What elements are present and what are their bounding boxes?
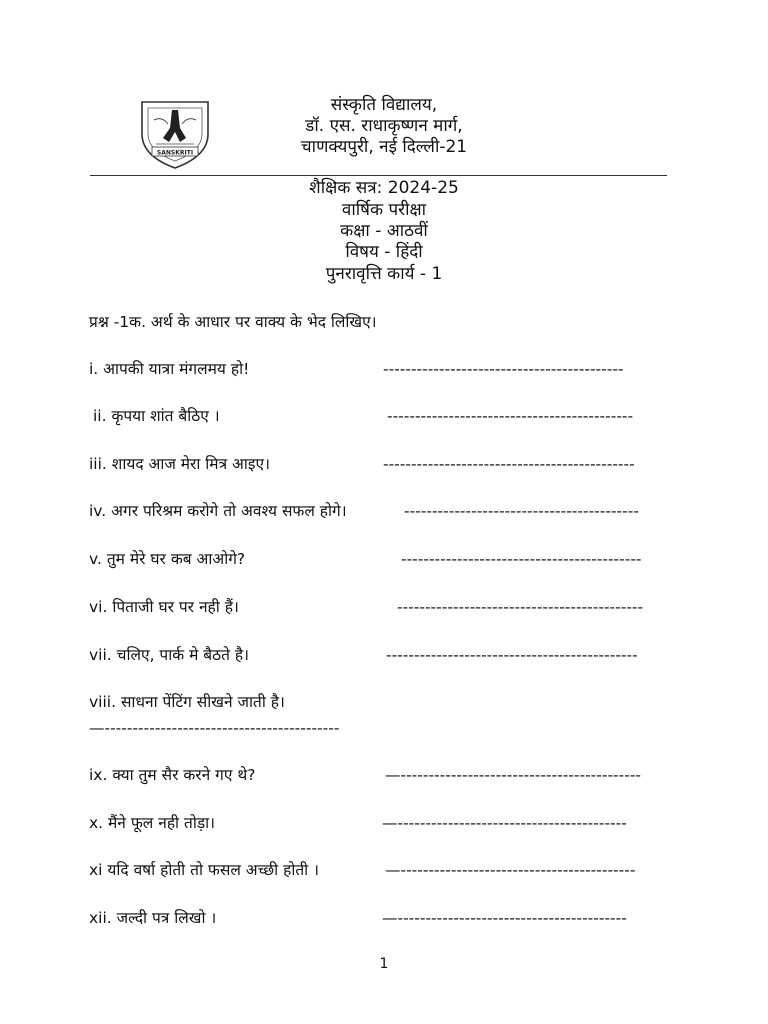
question-item-1: i. आपकी यात्रा मंगलमय हो! [89,360,250,378]
question-item-4: iv. अगर परिश्रम करोगे तो अवश्य सफल होगे। [89,502,347,520]
question-item-9: ix. क्या तुम सैर करने गए थे? [89,766,256,784]
question-item-11: xi यदि वर्षा होती तो फसल अच्छी होती । [89,861,319,879]
answer-blank-12: —----------------------------------------- [382,909,627,927]
class-label: कक्षा - आठवीं [340,221,428,241]
answer-blank-5: ------------------------------------------- [401,550,642,568]
answer-blank-3: --------------------------------------------- [383,455,635,473]
answer-blank-4: ------------------------------------------ [404,502,639,520]
school-address-line1: डॉ. एस. राधाकृष्णन मार्ग, [305,116,463,136]
answer-blank-9: —------------------------------------------- [385,766,641,784]
header-divider [90,175,667,176]
logo-wordmark: SANSKRITI [156,149,194,157]
question-item-3: iii. शायद आज मेरा मित्र आइए। [89,455,270,473]
question-item-5: v. तुम मेरे घर कब आओगे? [89,550,246,568]
question-item-12: xii. जल्दी पत्र लिखो । [89,909,217,927]
academic-session: शैक्षिक सत्र: 2024-25 [309,178,459,198]
subject-label: विषय - हिंदी [345,242,423,262]
school-name: संस्कृति विद्यालय, [330,95,438,115]
question-item-8: viii. साधना पेंटिंग सीखने जाती है। [89,693,285,711]
question-item-6: vi. पिताजी घर पर नही हैं। [89,598,239,616]
question-heading: प्रश्न -1क. अर्थ के आधार पर वाक्य के भेद लिखिए। [89,313,377,331]
answer-blank-1: ------------------------------------------- [383,360,624,378]
answer-blank-10: —----------------------------------------- [382,814,627,832]
answer-blank-6: -------------------------------------------- [397,598,644,616]
question-item-2: ii. कृपया शांत बैठिए । [93,407,220,425]
school-address-line2: चाणक्यपुरी, नई दिल्ली-21 [300,137,468,157]
answer-blank-7: --------------------------------------------- [386,646,638,664]
answer-blank-2: -------------------------------------------- [387,407,634,425]
answer-blank-11: —------------------------------------------ [385,861,636,879]
exam-title: वार्षिक परीक्षा [341,200,427,220]
question-item-10: x. मैंने फूल नही तोड़ा। [89,814,216,832]
page-number: 1 [379,956,389,972]
question-item-7: vii. चलिए, पार्क मे बैठते है। [89,646,250,664]
worksheet-title: पुनरावृत्ति कार्य - 1 [325,264,443,284]
answer-blank-8: —------------------------------------------ [89,719,340,737]
